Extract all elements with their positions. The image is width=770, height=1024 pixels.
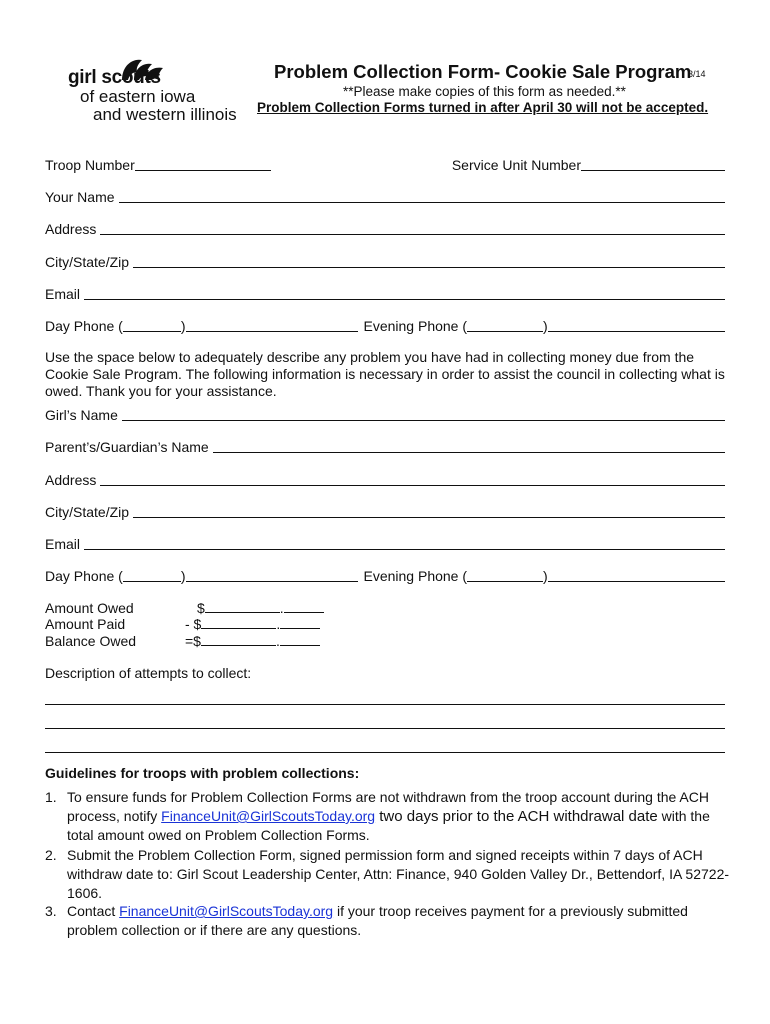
guardian-name-row bbox=[45, 437, 725, 455]
service-unit-label: Service Unit Number bbox=[451, 157, 581, 173]
troop-number-row bbox=[45, 155, 725, 173]
balance-owed-row: Balance Owed =$ . bbox=[45, 633, 320, 650]
girl-city-label: City/State/Zip bbox=[45, 504, 130, 520]
guideline-item-3 bbox=[45, 902, 725, 942]
amount-owed-label: Amount Owed bbox=[45, 600, 134, 616]
logo-text-line3: and western illinois bbox=[93, 105, 237, 124]
troop-city-row bbox=[45, 252, 725, 270]
amount-owed-row: Amount Owed $ . bbox=[45, 600, 324, 617]
your-name-row bbox=[45, 187, 725, 205]
description-line-3[interactable] bbox=[45, 752, 725, 753]
girl-address-label: Address bbox=[45, 472, 97, 488]
guideline-text-1: To ensure funds for Problem Collection Forms are not withdrawn from the troop account during the ACH process, notify FinanceUnit@GirlScoutsToday.org two days prior to the ACH withdrawal date with the total amount owed on Problem Collection Forms. bbox=[67, 789, 710, 843]
troop-evening-area-code-field[interactable] bbox=[467, 330, 543, 332]
troop-day-phone-field[interactable] bbox=[186, 330, 358, 332]
troop-address-field[interactable] bbox=[100, 233, 725, 235]
amount-paid-row: Amount Paid - $ . bbox=[45, 616, 320, 633]
amount-paid-dollars-field[interactable] bbox=[201, 627, 276, 629]
guideline-text-3: Contact FinanceUnit@GirlScoutsToday.org if your troop receives payment for a previously submitted problem collection or if there are any questions. bbox=[67, 903, 688, 938]
amount-paid-label: Amount Paid bbox=[45, 616, 126, 632]
logo-text-line1: girl scouts bbox=[68, 67, 161, 88]
girl-email-row bbox=[45, 534, 725, 552]
guardian-name-field[interactable] bbox=[213, 451, 725, 453]
troop-number-field[interactable] bbox=[135, 169, 271, 171]
girl-name-field[interactable] bbox=[122, 419, 725, 421]
balance-owed-prefix: =$ bbox=[185, 633, 201, 649]
form-title: Problem Collection Form- Cookie Sale Program bbox=[274, 61, 692, 82]
girl-email-field[interactable] bbox=[84, 548, 725, 550]
service-unit-field[interactable] bbox=[581, 169, 725, 171]
girl-address-field[interactable] bbox=[100, 484, 725, 486]
balance-owed-cents-field[interactable] bbox=[280, 644, 320, 646]
troop-email-label: Email bbox=[45, 286, 81, 302]
amount-owed-cents-field[interactable] bbox=[284, 611, 324, 613]
girl-evening-area-code-field[interactable] bbox=[467, 580, 543, 582]
balance-owed-label: Balance Owed bbox=[45, 633, 137, 649]
troop-city-label: City/State/Zip bbox=[45, 254, 130, 270]
troop-email-field[interactable] bbox=[84, 298, 725, 300]
balance-owed-dollars-field[interactable] bbox=[201, 644, 276, 646]
finance-email-link-1[interactable]: FinanceUnit@GirlScoutsToday.org bbox=[161, 808, 376, 824]
amount-owed-prefix: $ bbox=[197, 600, 205, 616]
copies-note: **Please make copies of this form as needed.** bbox=[343, 84, 626, 99]
girl-day-phone-field[interactable] bbox=[186, 580, 358, 582]
deadline-note: Problem Collection Forms turned in after April 30 will not be accepted. bbox=[257, 100, 709, 115]
description-line-1[interactable] bbox=[45, 704, 725, 705]
guardian-name-label: Parent’s/Guardian’s Name bbox=[45, 439, 209, 455]
ach-deadline-text: two days prior to the ACH withdrawal date bbox=[375, 808, 658, 825]
troop-address-row bbox=[45, 219, 725, 237]
girl-phone-row: Day Phone ( ) Evening Phone ( ) bbox=[45, 566, 725, 584]
troop-number-label: Troop Number bbox=[45, 157, 135, 173]
guideline-number-2: 2. bbox=[45, 847, 57, 863]
finance-email-link-2[interactable]: FinanceUnit@GirlScoutsToday.org bbox=[119, 903, 334, 919]
girl-city-row bbox=[45, 502, 725, 520]
your-name-label: Your Name bbox=[45, 189, 115, 205]
guideline-number-3: 3. bbox=[45, 903, 57, 919]
guideline-item-1 bbox=[45, 788, 725, 846]
guideline-text-2: Submit the Problem Collection Form, signed permission form and signed receipts within 7 days of ACH withdraw date to: Girl Scout Leadership Center, Attn: Finance, 940 Golden Valley Dr., Bettendorf, IA 52722-1606. bbox=[67, 847, 730, 901]
troop-email-row bbox=[45, 284, 725, 302]
girl-evening-phone-field[interactable] bbox=[548, 580, 725, 582]
guideline-number-1: 1. bbox=[45, 789, 57, 805]
troop-evening-phone-label: Evening Phone ( bbox=[363, 318, 468, 334]
girl-day-area-code-field[interactable] bbox=[123, 580, 181, 582]
girl-evening-phone-label: Evening Phone ( bbox=[363, 568, 468, 584]
girl-day-phone-label: Day Phone ( bbox=[45, 568, 123, 584]
guideline-item-2 bbox=[45, 846, 730, 904]
troop-evening-phone-field[interactable] bbox=[548, 330, 725, 332]
girl-city-field[interactable] bbox=[133, 516, 725, 518]
troop-day-area-code-field[interactable] bbox=[123, 330, 181, 332]
amount-owed-dollars-field[interactable] bbox=[205, 611, 280, 613]
revision-date: 3/14 bbox=[688, 69, 706, 79]
your-name-field[interactable] bbox=[119, 201, 725, 203]
troop-phone-row: Day Phone ( ) Evening Phone ( ) bbox=[45, 316, 725, 334]
troop-day-phone-label: Day Phone ( bbox=[45, 318, 123, 334]
troop-city-field[interactable] bbox=[133, 266, 725, 268]
girl-address-row bbox=[45, 470, 725, 488]
description-line-2[interactable] bbox=[45, 728, 725, 729]
girl-email-label: Email bbox=[45, 536, 81, 552]
amount-paid-cents-field[interactable] bbox=[280, 627, 320, 629]
description-label: Description of attempts to collect: bbox=[45, 665, 252, 681]
amount-paid-prefix: - $ bbox=[185, 616, 202, 632]
instructions-paragraph: Use the space below to adequately describe any problem you have had in collecting money due from the Cookie Sale Program. The following information is necessary in order to assist the council in collecting what is owed. Thank you for your assistance. bbox=[45, 349, 725, 399]
guidelines-heading: Guidelines for troops with problem collections: bbox=[45, 765, 360, 781]
logo-text-line2: of eastern iowa bbox=[80, 87, 196, 106]
girl-name-row bbox=[45, 405, 725, 423]
girl-name-label: Girl’s Name bbox=[45, 407, 118, 423]
troop-address-label: Address bbox=[45, 221, 97, 237]
